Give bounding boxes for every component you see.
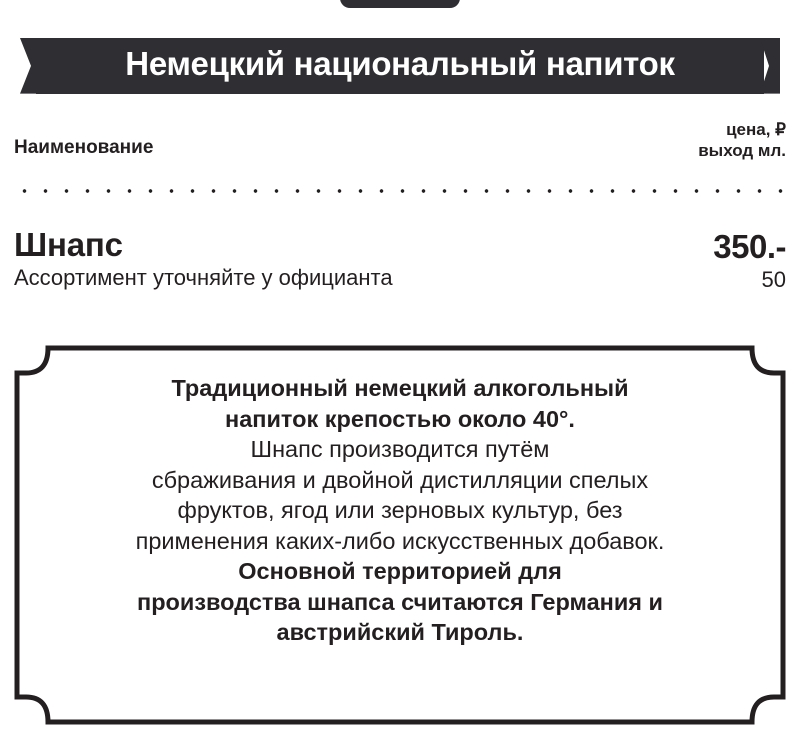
menu-item-description: Ассортимент уточняйте у официанта (14, 265, 393, 291)
column-header-volume: выход мл. (698, 140, 786, 160)
plaque-line: производства шнапса считаются Германия и (137, 588, 663, 615)
plaque-line: Традиционный немецкий алкогольный (171, 375, 629, 401)
plaque-line: применения каких-либо искусственных добавок. (135, 527, 665, 554)
menu-item-price: 350.- (713, 228, 786, 265)
menu-item-price-block (713, 228, 786, 292)
plaque-line: Основной территорией для (238, 558, 562, 585)
plaque-line: Шнапс производится путём (250, 436, 550, 463)
section-banner (0, 38, 800, 94)
banner-title: Немецкий национальный напиток (125, 45, 675, 82)
plaque-text (40, 373, 760, 648)
column-header-price-volume (698, 120, 786, 161)
menu-item-info (14, 228, 393, 291)
menu-item-name: Шнапс (14, 226, 123, 263)
column-header-name: Наименование (14, 137, 154, 159)
menu-item-volume: 50 (761, 267, 786, 292)
plaque-line: напиток крепостью около 40°. (225, 405, 575, 432)
plaque-line: фруктов, ягод или зерновых культур, без (177, 497, 623, 524)
plaque-line: австрийский Тироль. (276, 619, 524, 646)
banner-ribbon (36, 38, 764, 94)
column-headers (14, 120, 786, 161)
column-header-price: цена, ₽ (726, 120, 786, 139)
info-plaque (14, 345, 786, 725)
menu-item-row (14, 228, 786, 292)
dotted-divider (14, 188, 786, 194)
top-tab-stub (340, 0, 460, 8)
plaque-line: сбраживания и двойной дистилляции спелых (151, 466, 649, 493)
